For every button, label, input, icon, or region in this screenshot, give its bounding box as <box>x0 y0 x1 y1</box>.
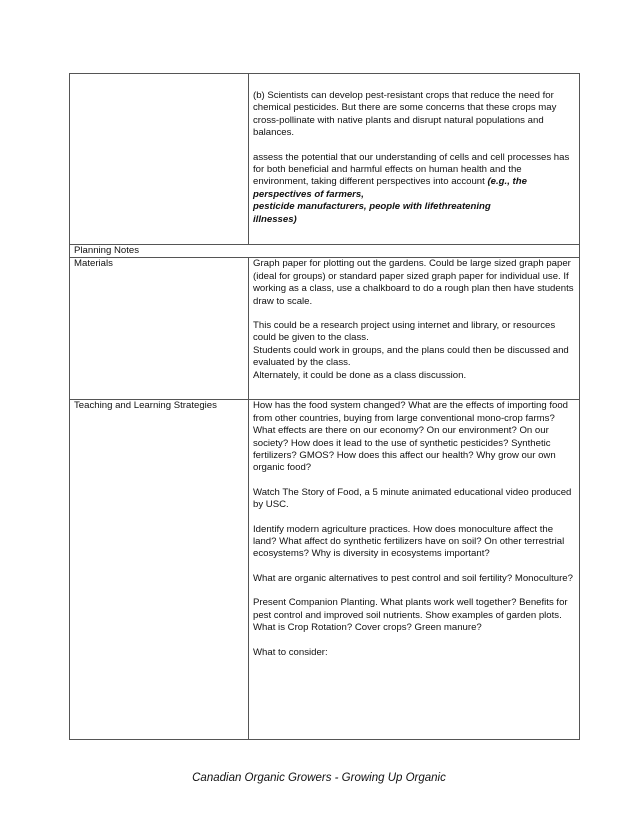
assess-example-3: illnesses) <box>253 213 297 225</box>
expectations-cell <box>249 74 580 245</box>
page-footer: Canadian Organic Growers - Growing Up Organic <box>192 772 446 784</box>
table-row <box>70 258 580 400</box>
table-row <box>70 74 580 245</box>
materials-paragraph-2: This could be a research project using internet and library, or resources could be given to the class. <box>253 320 556 344</box>
table-row <box>70 400 580 740</box>
materials-paragraph-3: Students could work in groups, and the plans could then be discussed and evaluated by the class. <box>253 344 569 369</box>
strategies-label: Teaching and Learning Strategies <box>70 400 249 740</box>
materials-cell <box>249 258 580 400</box>
strategies-cell <box>249 400 580 740</box>
paragraph-b: (b) Scientists can develop pest-resistant crops that reduce the need for chemical pesticides. But there are some concerns that these crops may cross-pollinate with native plants and disrupt natural populations and balances. <box>253 90 557 139</box>
empty-left-cell <box>70 74 249 245</box>
assess-example-2: pesticide manufacturers, people with lifethreatening <box>253 201 491 213</box>
assess-text: assess the potential that our understanding of cells and cell processes has for both beneficial and harmful effects on human health and the environment, taking different perspectives into account <box>253 151 570 188</box>
lesson-plan-table <box>69 73 580 740</box>
strategies-paragraph-3: Identify modern agriculture practices. How does monoculture affect the land? What affect do synthetic fertilizers have on soil? On other terrestrial ecosystems? Why is diversity in ecosystems important? <box>253 523 565 560</box>
strategies-paragraph-1: How has the food system changed? What are the effects of importing food from other countries, buying from large conventional mono-crop farms? What effects are there on our economy? On our environment? On our society? How does it lead to the use of synthetic pesticides? Synthetic fertilizers? GMOS? How does this affect our health? Why grow our own organic food? <box>253 400 568 474</box>
materials-paragraph-1: Graph paper for plotting out the gardens. Could be large sized graph paper (ideal for groups) or standard paper sized graph paper for individual use. If working as a class, use a chalkboard to do a rough plan then have students draw to scale. <box>253 258 574 307</box>
table-row <box>70 245 580 258</box>
strategies-paragraph-4: What are organic alternatives to pest control and soil fertility? Monoculture? <box>253 572 573 584</box>
strategies-paragraph-6: What to consider: <box>253 646 328 658</box>
assess-example-1: (e.g., the perspectives of farmers, <box>253 176 527 200</box>
materials-label: Materials <box>70 258 249 400</box>
strategies-paragraph-2: Watch The Story of Food, a 5 minute animated educational video produced by USC. <box>253 486 572 511</box>
materials-paragraph-4: Alternately, it could be done as a class discussion. <box>253 369 467 381</box>
planning-notes-label: Planning Notes <box>70 245 580 258</box>
strategies-paragraph-5: Present Companion Planting. What plants work well together? Benefits for pest control and improved soil nutrients. Show examples of garden plots. What is Crop Rotation? Cover crops? Green manure? <box>253 597 568 634</box>
assess-paragraph <box>253 152 575 226</box>
